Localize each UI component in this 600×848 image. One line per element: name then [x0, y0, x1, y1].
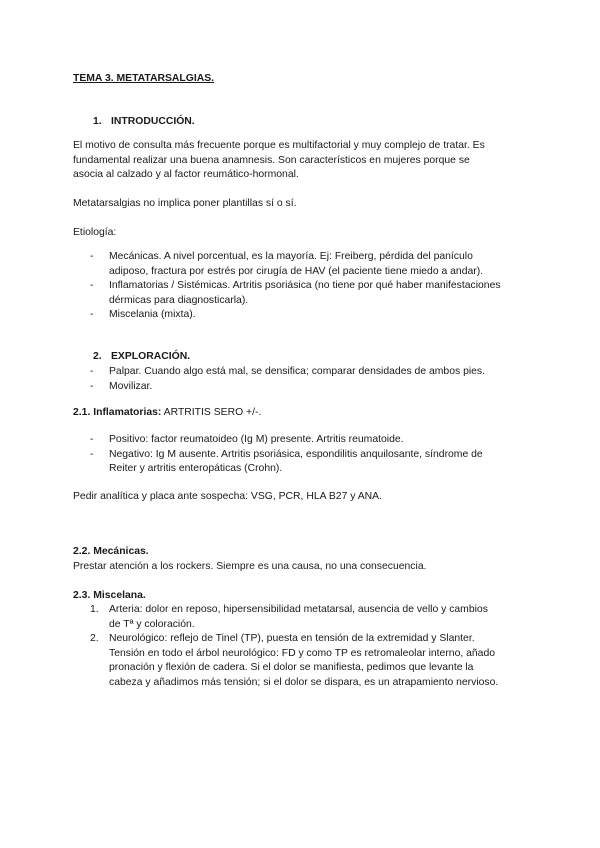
- list-line: Reiter y artritis enteropáticas (Crohn).: [109, 463, 283, 475]
- list-line: Palpar. Cuando algo está mal, se densifica; comparar densidades de ambos pies.: [109, 366, 486, 377]
- paragraph-line: El motivo de consulta más frecuente porque es multifactorial y muy complejo de tratar. Es: [73, 140, 485, 151]
- list-item: [73, 308, 533, 323]
- section-title: EXPLORACIÓN.: [111, 351, 191, 362]
- list-marker: -: [90, 434, 94, 445]
- list-line: dérmicas para diagnosticarla).: [109, 294, 249, 306]
- list-line: Inflamatorias / Sistémicas. Artritis psoriásica (no tiene por qué haber manifestaciones: [109, 280, 501, 292]
- list-line: Arteria: dolor en reposo, hipersensibilidad metatarsal, ausencia de vello y cambios: [109, 604, 488, 615]
- list-line: adiposo, fractura por estrés por cirugía de HAV (el paciente tiene miedo a andar).: [109, 265, 484, 277]
- section-title: INTRODUCCIÓN.: [111, 116, 195, 127]
- list-marker: -: [90, 380, 94, 392]
- paragraph-line: fundamental realizar una buena anamnesis. Son característicos en mujeres porque se: [73, 154, 470, 166]
- inflamatorias-list: [73, 433, 533, 477]
- paragraph-line: asocia al calzado y al factor reumático-hormonal.: [73, 169, 299, 181]
- document-title: TEMA 3. METATARSALGIAS.: [73, 73, 215, 84]
- inflamatorias-note: Pedir analítica y placa ante sospecha: VSG, PCR, HLA B27 y ANA.: [73, 491, 382, 502]
- list-line: pronación y flexión de cadera. Si el dolor se manifiesta, pedimos que levante la: [109, 662, 474, 674]
- section-heading-exploracion: [93, 350, 190, 365]
- miscelana-list: [73, 603, 533, 691]
- list-marker: -: [90, 280, 94, 292]
- list-item: [73, 250, 533, 279]
- list-item: [73, 448, 533, 477]
- intro-paragraph: [73, 139, 485, 183]
- mecanicas-text: Prestar atención a los rockers. Siempre es una causa, no una consecuencia.: [73, 561, 427, 572]
- list-line: Negativo: Ig M ausente. Artritis psoriásica, espondilitis anquilosante, síndrome de: [109, 448, 483, 460]
- list-marker: -: [90, 251, 94, 262]
- etiologia-list: [73, 250, 533, 323]
- list-line: Tensión en todo el árbol neurológico: FD y como TP es retromaleolar interno, añado: [109, 647, 496, 659]
- list-marker: 2.: [90, 633, 99, 645]
- list-marker: 1.: [90, 604, 99, 615]
- list-marker: -: [90, 309, 94, 321]
- subsection-heading-inflamatorias: [73, 406, 261, 421]
- list-line: Movilizar.: [109, 380, 153, 392]
- list-line: cabeza y añadimos más tensión; si el dolor se dispara, es un atrapamiento nervioso.: [109, 676, 499, 688]
- list-line: Miscelania (mixta).: [109, 309, 196, 321]
- list-line: Neurológico: reflejo de Tinel (TP), puesta en tensión de la extremidad y Slanter.: [109, 633, 475, 645]
- etiologia-label: Etiología:: [73, 227, 117, 238]
- section-number: 2.: [93, 351, 102, 362]
- subsection-title: 2.1. Inflamatorias:: [73, 407, 162, 418]
- list-line: Mecánicas. A nivel porcentual, es la mayoría. Ej: Freiberg, pérdida del panículo: [109, 251, 473, 262]
- subsection-heading-miscelana: 2.3. Miscelana.: [73, 590, 146, 601]
- list-item: [73, 380, 533, 395]
- list-item: [73, 365, 533, 380]
- list-item: [73, 603, 533, 632]
- list-item: [73, 632, 533, 690]
- list-line: Positivo: factor reumatoideo (Ig M) presente. Artritis reumatoide.: [109, 434, 404, 445]
- list-item: [73, 433, 533, 448]
- list-marker: -: [90, 366, 94, 377]
- section-heading-introduccion: [93, 115, 195, 130]
- list-item: [73, 279, 533, 308]
- subsection-title-rest: ARTRITIS SERO +/-.: [161, 407, 262, 418]
- exploracion-list: [73, 365, 533, 394]
- list-line: de Tª y coloración.: [109, 618, 195, 630]
- list-marker: -: [90, 448, 94, 460]
- intro-note: Metatarsalgias no implica poner plantillas sí o sí.: [73, 198, 297, 209]
- subsection-heading-mecanicas: 2.2. Mecánicas.: [73, 546, 149, 557]
- section-number: 1.: [93, 116, 102, 127]
